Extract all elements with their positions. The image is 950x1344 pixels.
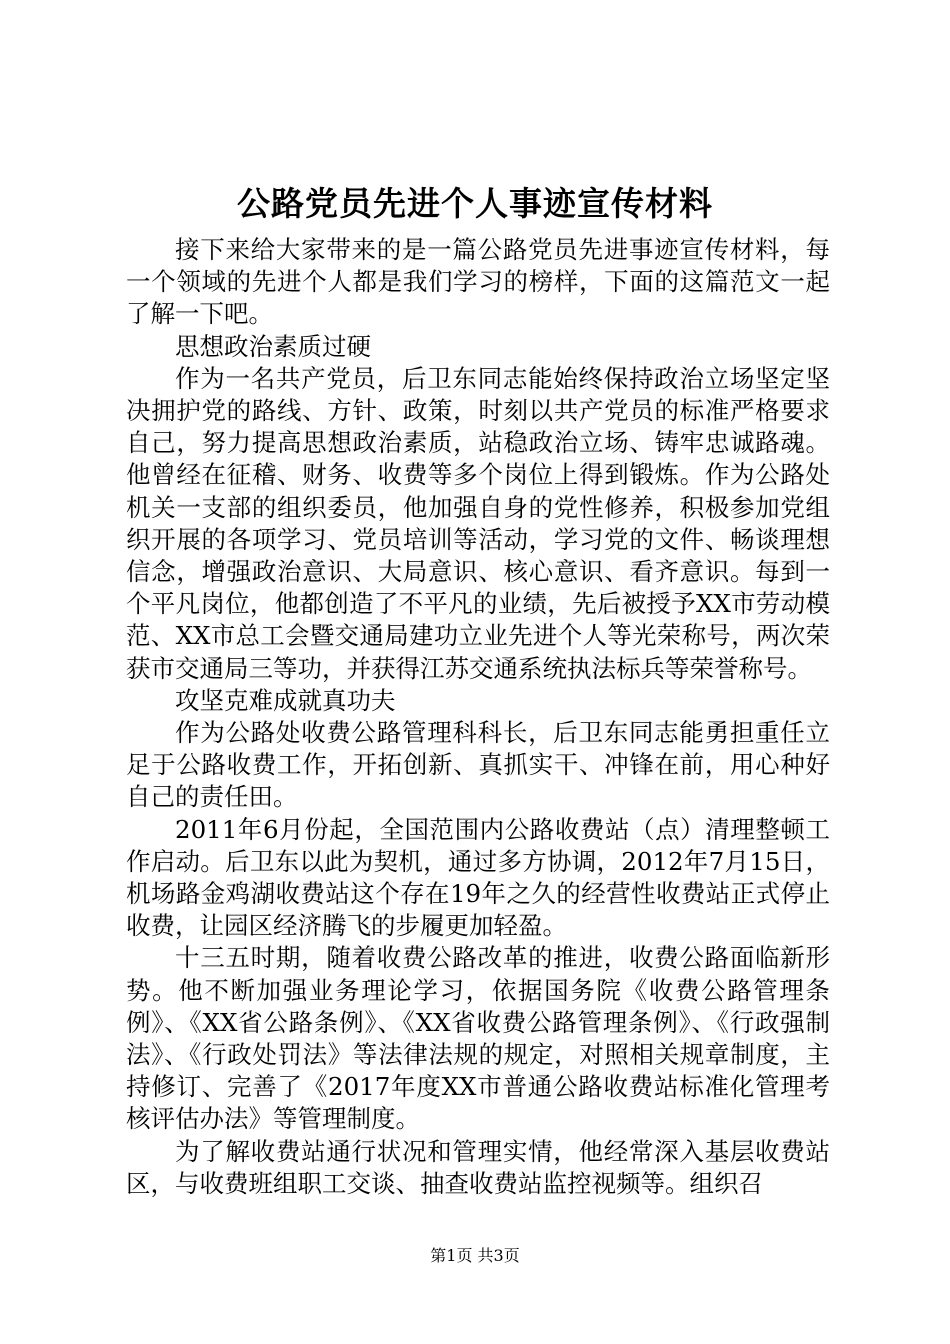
paragraph-13th-five-year: 十三五时期，随着收费公路改革的推进，收费公路面临新形势。他不断加强业务理论学习，依据国务院《收费公路管理条例》、《XX省公路条例》、《XX省收费公路管理条例》、《行政强制法》、《行政处罚法》等法律法规的规定，对照相关规章制度，主持修订、完善了《2017年度XX市普通公路收费站标准化管理考核评估办法》等管理制度。 — [126, 943, 830, 1134]
paragraph-toll-station-cleanup: 2011年6月份起，全国范围内公路收费站（点）清理整顿工作启动。后卫东以此为契机，通过多方协调，2012年7月15日，机场路金鸡湖收费站这个存在19年之久的经营性收费站正式停止收费，让园区经济腾飞的步履更加轻盈。 — [126, 814, 830, 941]
paragraph-field-visits: 为了解收费站通行状况和管理实情，他经常深入基层收费站区，与收费班组职工交谈、抽查收费站监控视频等。组织召 — [126, 1136, 830, 1198]
section-heading-political-quality: 思想政治素质过硬 — [175, 331, 371, 361]
document-title: 公路党员先进个人事迹宣传材料 — [237, 184, 713, 223]
paragraph-section-chief: 作为公路处收费公路管理科科长，后卫东同志能勇担重任立足于公路收费工作，开拓创新、真抓实干、冲锋在前，用心种好自己的责任田。 — [126, 718, 830, 812]
document-body — [126, 234, 830, 1200]
section-heading-tackling-difficulties: 攻坚克难成就真功夫 — [175, 685, 396, 715]
page-number-footer: 第1页 共3页 — [430, 1246, 520, 1265]
paragraph-intro: 接下来给大家带来的是一篇公路党员先进事迹宣传材料，每一个领域的先进个人都是我们学习的榜样，下面的这篇范文一起了解一下吧。 — [126, 235, 830, 329]
paragraph-political-quality: 作为一名共产党员，后卫东同志能始终保持政治立场坚定坚决拥护党的路线、方针、政策，时刻以共产党员的标准严格要求自己，努力提高思想政治素质，站稳政治立场、铸牢忠诚路魂。他曾经在征稽、财务、收费等多个岗位上得到锻炼。作为公路处机关一支部的组织委员，他加强自身的党性修养，积极参加党组织开展的各项学习、党员培训等活动，学习党的文件、畅谈理想信念，增强政治意识、大局意识、核心意识、看齐意识。每到一个平凡岗位，他都创造了不平凡的业绩，先后被授予XX市劳动模范、XX市总工会暨交通局建功立业先进个人等光荣称号，两次荣获市交通局三等功，并获得江苏交通系统执法标兵等荣誉称号。 — [126, 363, 830, 683]
